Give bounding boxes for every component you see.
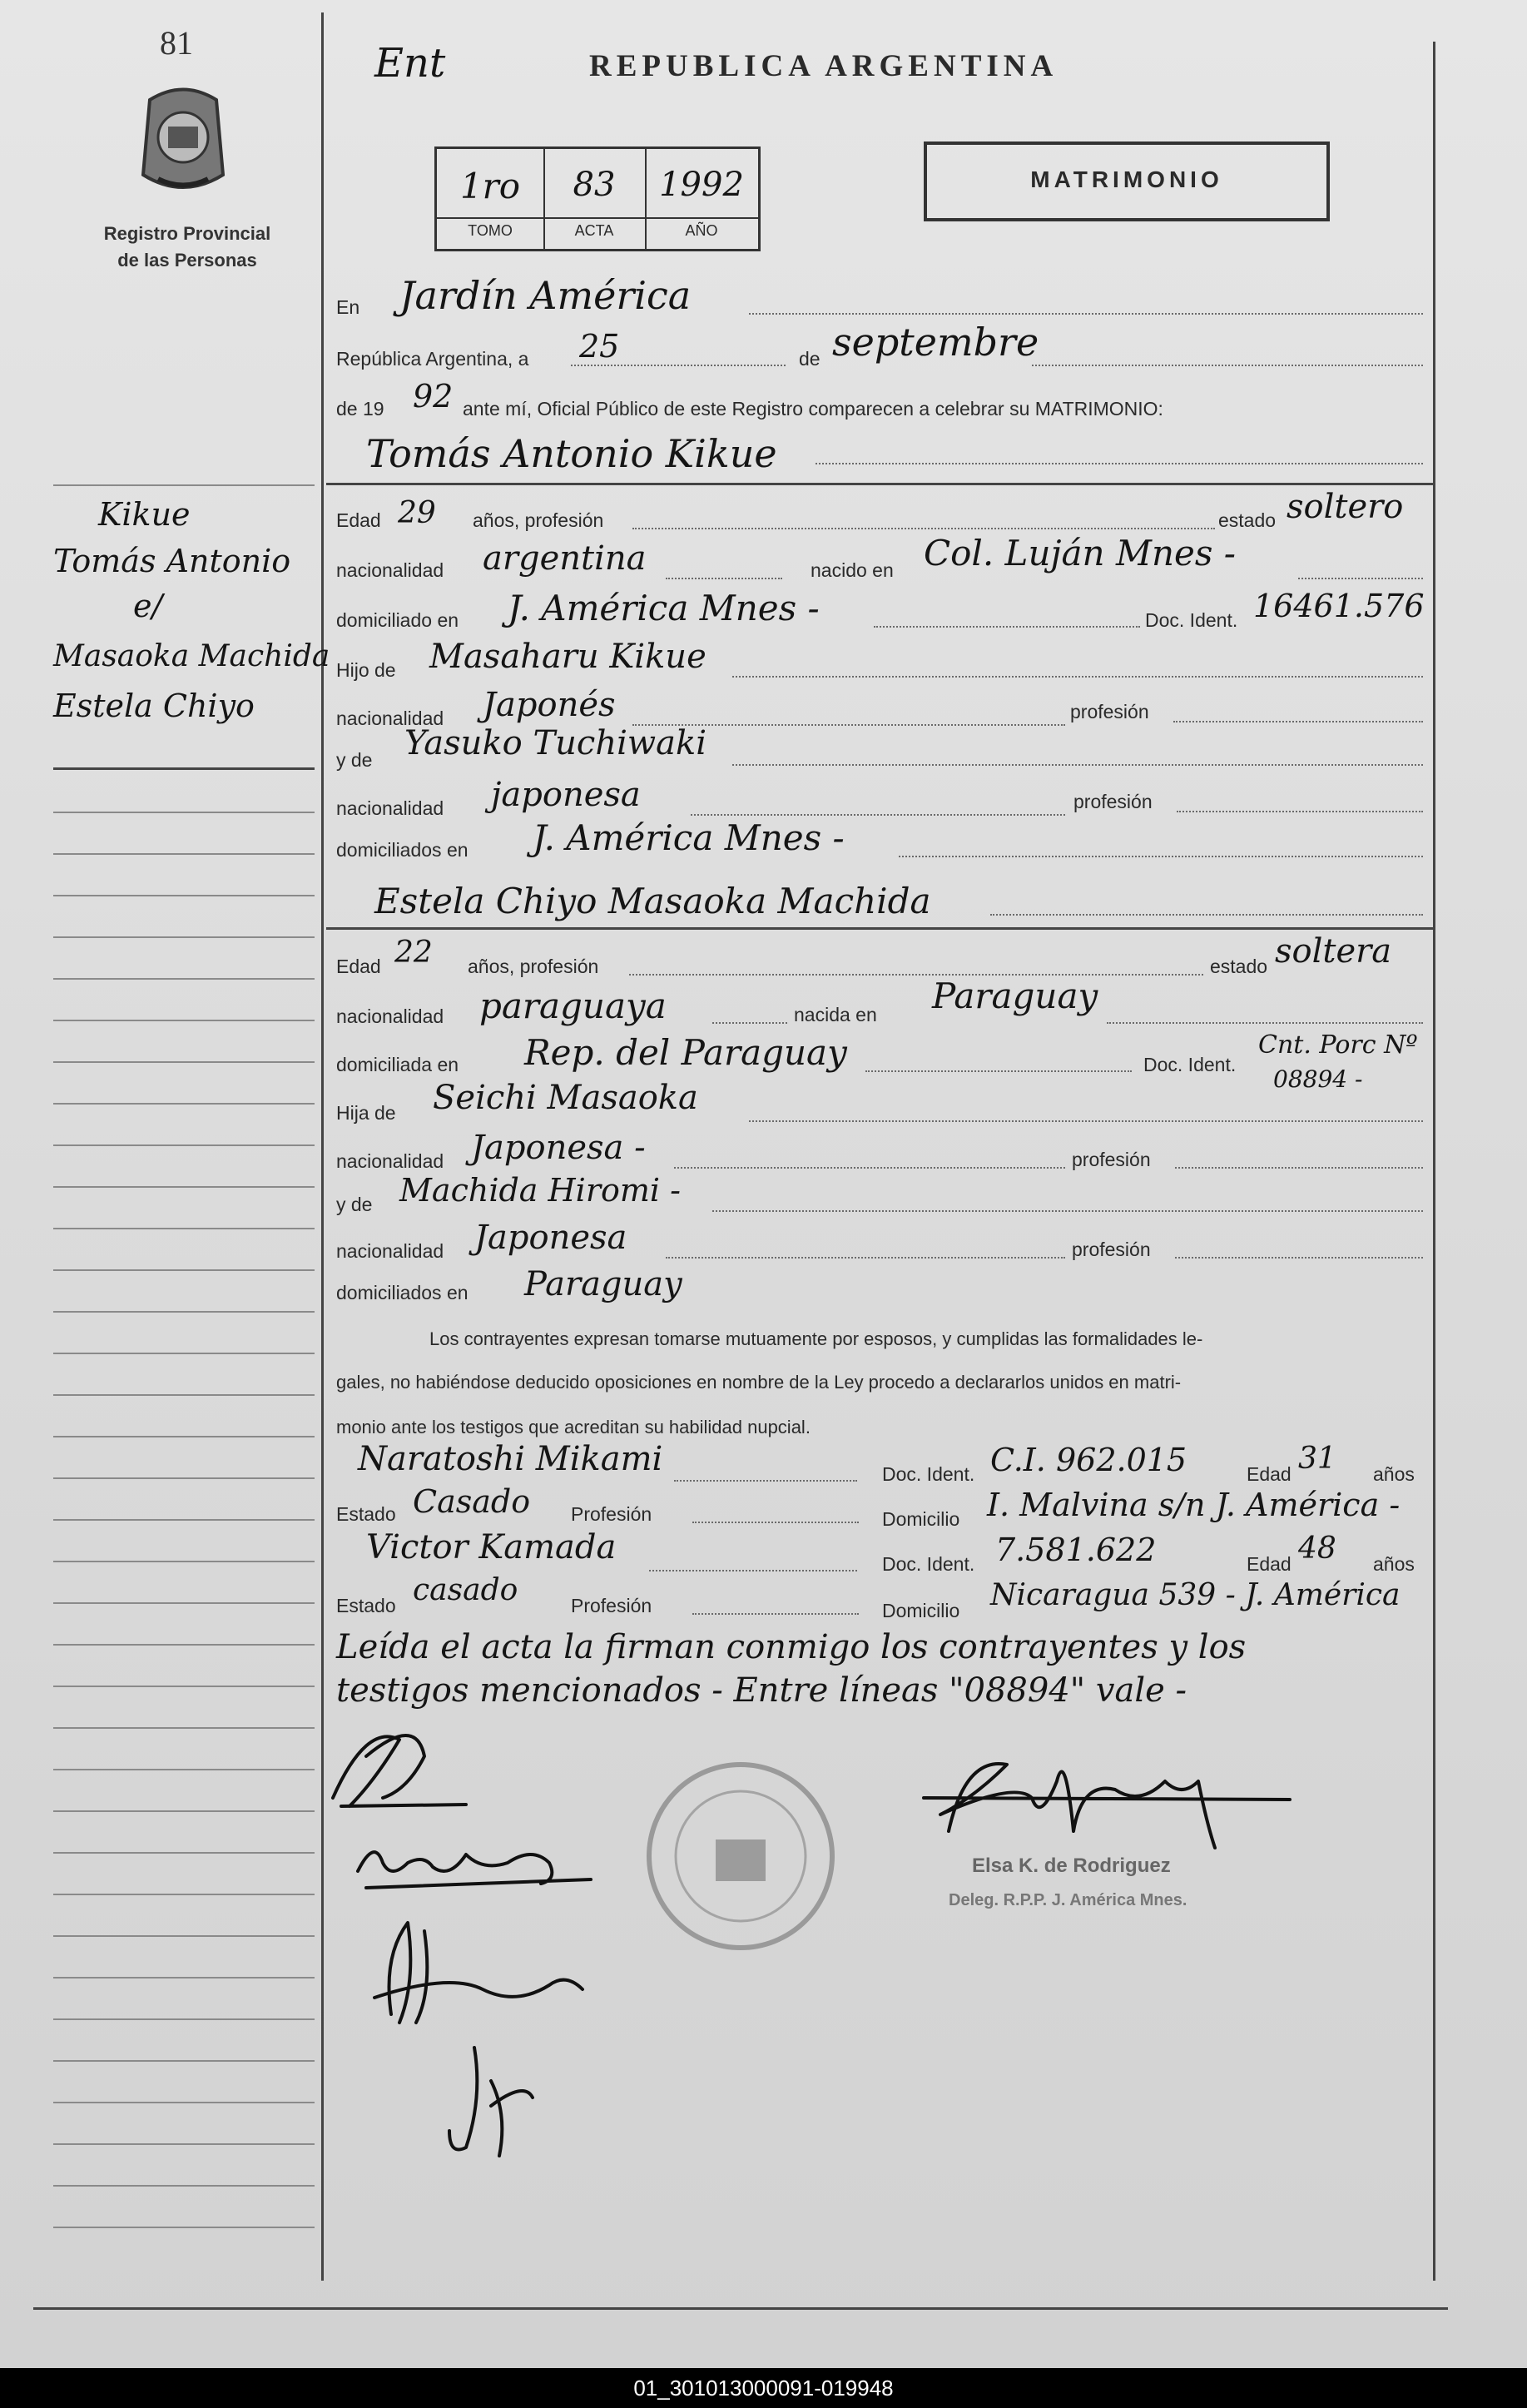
groom-mother-nationality-label: nacionalidad <box>336 797 444 819</box>
witness1-document-label: Doc. Ident. <box>882 1463 975 1485</box>
bride-full-name: Estela Chiyo Masaoka Machida <box>374 881 931 921</box>
bride-father-name: Seichi Masaoka <box>433 1079 698 1117</box>
witness2-years-label: años <box>1373 1553 1415 1575</box>
record-number-box <box>434 146 761 251</box>
groom-father-name: Masaharu Kikue <box>429 638 706 676</box>
margin-note-bride-names: Estela Chiyo <box>53 688 255 724</box>
witness1-address: I. Malvina s/n J. América - <box>987 1487 1401 1523</box>
bride-father-nationality: Japonesa - <box>471 1129 646 1167</box>
date-year: 92 <box>413 378 454 415</box>
bride-address-label: domiciliada en <box>336 1054 459 1075</box>
groom-civil-status-label: estado <box>1218 509 1277 531</box>
place-label: En <box>336 296 360 318</box>
groom-mother-nationality: japonesa <box>491 776 641 814</box>
act-type-label: MATRIMONIO <box>1030 166 1223 192</box>
declaration-line2: gales, no habiéndose deducido oposiciones en nombre de la Ley procedo a declararlos unidos en matri- <box>336 1372 1182 1393</box>
declaration-line3: monio ante los testigos que acreditan su habilidad nupcial. <box>336 1417 811 1437</box>
groom-father-profession-label: profesión <box>1070 701 1149 722</box>
bride-father-profession-label: profesión <box>1072 1149 1151 1170</box>
page-number: 81 <box>160 24 193 62</box>
bride-document-label: Doc. Ident. <box>1143 1054 1237 1075</box>
witness2-civil-status: casado <box>413 1573 518 1607</box>
tomo-label: TOMO <box>468 222 513 239</box>
bride-mother-label: y de <box>336 1194 373 1215</box>
bride-parents-address-label: domiciliados en <box>336 1282 469 1303</box>
place-value: Jardín América <box>399 273 692 318</box>
bride-civil-status: soltera <box>1275 932 1392 971</box>
groom-nationality-label: nacionalidad <box>336 559 444 581</box>
witness2-age: 48 <box>1298 1532 1336 1566</box>
groom-age-label: Edad <box>336 509 381 531</box>
bride-father-nationality-label: nacionalidad <box>336 1150 444 1172</box>
year-label: de 19 <box>336 398 384 420</box>
witness2-address-label: Domicilio <box>882 1600 960 1621</box>
witness1-profession-label: Profesión <box>571 1503 652 1525</box>
witness2-document-label: Doc. Ident. <box>882 1553 975 1575</box>
bride-address: Rep. del Paraguay <box>524 1032 847 1073</box>
witness1-age: 31 <box>1298 1442 1336 1476</box>
acta-value: 83 <box>573 166 616 204</box>
bride-father-label: Hija de <box>336 1102 396 1124</box>
registry-stamp-icon <box>641 1756 840 1956</box>
groom-father-nationality-label: nacionalidad <box>336 708 444 729</box>
witness1-age-label: Edad <box>1247 1463 1292 1485</box>
bride-mother-name: Machida Hiromi - <box>399 1172 681 1209</box>
witness1-civil-status: Casado <box>413 1483 531 1520</box>
groom-civil-status: soltero <box>1287 488 1404 526</box>
groom-address-label: domiciliado en <box>336 609 459 631</box>
country-heading: REPUBLICA ARGENTINA <box>589 49 1058 83</box>
bride-mother-nationality-label: nacionalidad <box>336 1240 444 1262</box>
image-id-footer: 01_301013000091-019948 <box>0 2368 1527 2408</box>
acta-label: ACTA <box>574 222 614 239</box>
appearance-statement: ante mí, Oficial Público de este Registro comparecen a celebrar su MATRIMONIO: <box>463 398 1163 420</box>
witness2-signature <box>433 2031 566 2164</box>
groom-profession-label: años, profesión <box>473 509 604 531</box>
witness2-age-label: Edad <box>1247 1553 1292 1575</box>
bride-nationality: paraguaya <box>479 986 667 1026</box>
groom-mother-name: Yasuko Tuchiwaki <box>404 724 706 762</box>
bride-profession-label: años, profesión <box>468 956 599 977</box>
registry-name-line1: Registro Provincial <box>103 223 271 244</box>
witness2-document-number: 7.581.622 <box>995 1532 1157 1568</box>
official-title: Deleg. R.P.P. J. América Mnes. <box>949 1891 1187 1909</box>
witness2-civil-status-label: Estado <box>336 1595 396 1616</box>
groom-father-label: Hijo de <box>336 659 396 681</box>
groom-document-label: Doc. Ident. <box>1145 609 1238 631</box>
closing-line1: Leída el acta la firman conmigo los contrayentes y los <box>336 1628 1247 1666</box>
groom-parents-address-label: domiciliados en <box>336 839 469 861</box>
closing-line2: testigos mencionados - Entre líneas "08894" vale - <box>336 1671 1187 1710</box>
witness1-civil-status-label: Estado <box>336 1503 396 1525</box>
groom-age: 29 <box>398 496 436 530</box>
margin-rule <box>321 12 324 2281</box>
groom-signature <box>316 1706 483 1815</box>
date-month: septembre <box>832 320 1039 365</box>
witness1-years-label: años <box>1373 1463 1415 1485</box>
date-label: República Argentina, a <box>336 348 529 370</box>
witness1-signature <box>350 1906 599 2031</box>
groom-nationality: argentina <box>483 539 647 578</box>
margin-note-surname: Kikue <box>98 496 191 533</box>
margin-note-conjunction: e/ <box>133 588 163 624</box>
margin-note-bride-surname: Masaoka Machida <box>53 639 330 673</box>
groom-address: J. América Mnes - <box>508 588 820 628</box>
ano-value: 1992 <box>659 166 744 204</box>
groom-birthplace: Col. Luján Mnes - <box>924 533 1236 573</box>
official-signature <box>915 1731 1298 1864</box>
ano-label: AÑO <box>685 222 718 239</box>
bride-parents-address: Paraguay <box>524 1265 682 1303</box>
witness1-address-label: Domicilio <box>882 1508 960 1530</box>
right-rule <box>1433 42 1435 2281</box>
entry-annotation: Ent <box>374 40 446 87</box>
groom-birthplace-label: nacido en <box>811 559 894 581</box>
date-day: 25 <box>579 328 620 365</box>
bride-nationality-label: nacionalidad <box>336 1005 444 1027</box>
month-label: de <box>799 348 821 370</box>
official-name: Elsa K. de Rodriguez <box>972 1854 1171 1877</box>
bride-civil-status-label: estado <box>1210 956 1268 977</box>
bride-birthplace-label: nacida en <box>794 1004 877 1025</box>
registry-seal-icon <box>125 75 241 200</box>
tomo-value: 1ro <box>459 166 521 206</box>
witness2-address: Nicaragua 539 - J. América <box>990 1578 1401 1612</box>
declaration-line1: Los contrayentes expresan tomarse mutuamente por esposos, y cumplidas las formalidades le- <box>429 1328 1203 1349</box>
witness2-name: Victor Kamada <box>366 1528 617 1566</box>
groom-father-nationality: Japonés <box>483 686 616 724</box>
bride-document-line2: 08894 - <box>1273 1065 1363 1093</box>
bride-mother-profession-label: profesión <box>1072 1239 1151 1260</box>
witness2-profession-label: Profesión <box>571 1595 652 1616</box>
groom-mother-label: y de <box>336 749 373 771</box>
bride-document-line1: Cnt. Porc Nº <box>1258 1030 1418 1060</box>
bride-age: 22 <box>394 936 433 970</box>
groom-full-name: Tomás Antonio Kikue <box>366 431 777 476</box>
bride-birthplace: Paraguay <box>932 976 1098 1016</box>
groom-document-number: 16461.576 <box>1253 588 1425 624</box>
witness1-name: Naratoshi Mikami <box>358 1440 663 1478</box>
witness1-document-number: C.I. 962.015 <box>990 1442 1187 1478</box>
registry-name-line2: de las Personas <box>117 250 257 271</box>
groom-mother-profession-label: profesión <box>1073 791 1153 812</box>
bride-age-label: Edad <box>336 956 381 977</box>
groom-parents-address: J. América Mnes - <box>533 817 845 858</box>
bride-mother-nationality: Japonesa <box>474 1219 627 1257</box>
act-type-box <box>924 142 1330 221</box>
margin-note-given-names: Tomás Antonio <box>53 543 291 579</box>
